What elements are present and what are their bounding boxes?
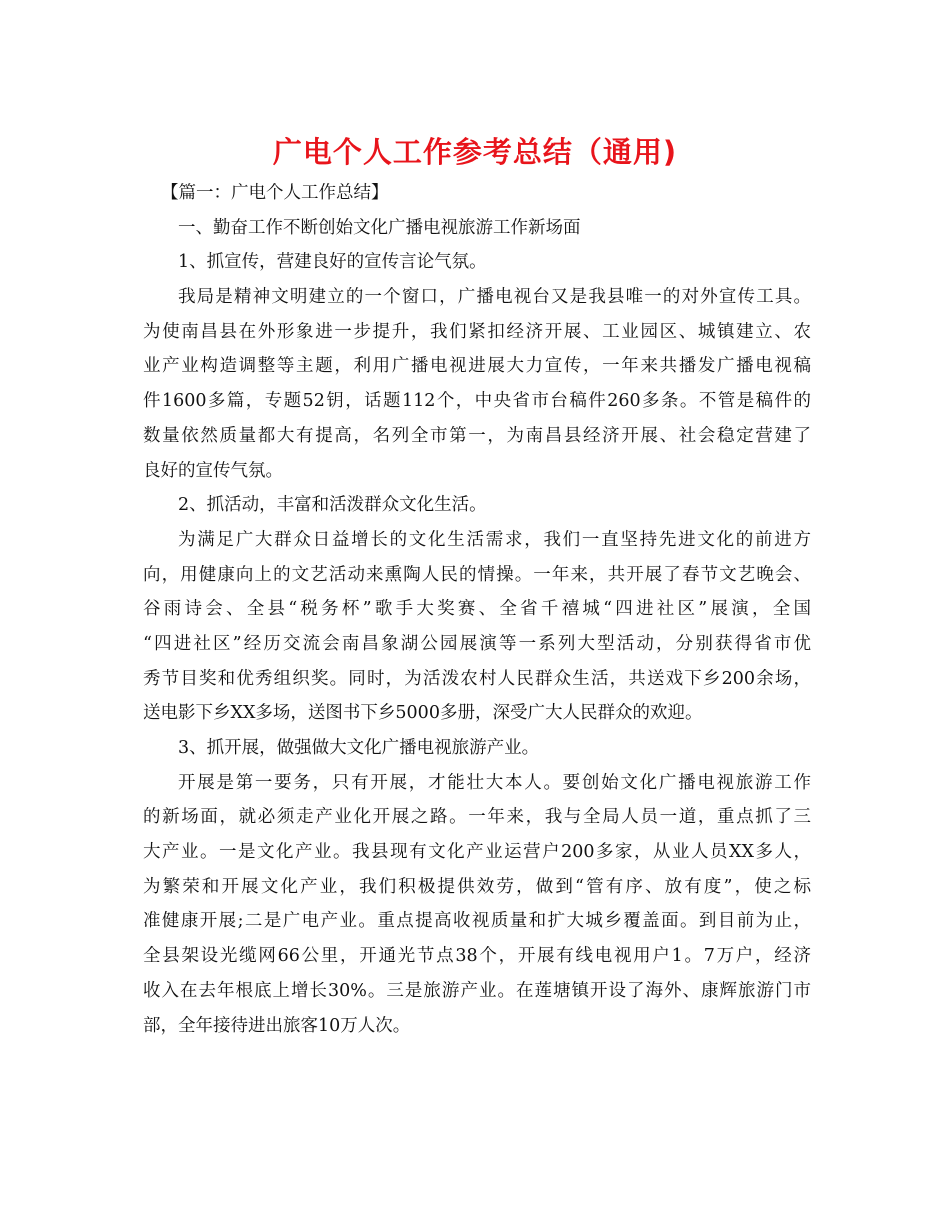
text-line: 为繁荣和开展文化产业，我们积极提供效劳，做到“管有序、放有度”，使之标 — [143, 876, 811, 897]
text-line: 大产业。一是文化产业。我县现有文化产业运营户200多家，从业人员XX多人， — [143, 842, 811, 863]
text-line: “四进社区”经历交流会南昌象湖公园展演等一系列大型活动，分别获得省市优 — [143, 633, 811, 654]
text-line: 向，用健康向上的文艺活动来熏陶人民的情操。一年来，共开展了春节文艺晚会、 — [143, 564, 811, 585]
text-line: 的新场面，就必须走产业化开展之路。一年来，我与全局人员一道，重点抓了三 — [143, 807, 811, 828]
section-heading: 【篇一：广电个人工作总结】 — [161, 183, 389, 203]
text-line: 秀节目奖和优秀组织奖。同时，为活泼农村人民群众生活，共送戏下乡200余场， — [143, 668, 811, 689]
text-line: 件1600多篇，专题52钥，话题112个，中央省市台稿件260多条。不管是稿件的 — [143, 391, 811, 412]
text-line: 为使南昌县在外形象进一步提升，我们紧扣经济开展、工业园区、城镇建立、农 — [143, 321, 811, 342]
text-line: 为满足广大群众日益增长的文化生活需求，我们一直坚持先进文化的前进方 — [178, 529, 811, 550]
text-line: 数量依然质量都大有提高，名列全市第一，为南昌县经济开展、社会稳定营建了 — [143, 425, 811, 446]
text-line: 一、勤奋工作不断创始文化广播电视旅游工作新场面 — [178, 217, 581, 238]
text-line: 送电影下乡XX多场，送图书下乡5000多册，深受广大人民群众的欢迎。 — [143, 703, 703, 724]
text-line: 1、抓宣传，营建良好的宣传言论气氛。 — [178, 252, 487, 273]
text-line: 部，全年接待进出旅客10万人次。 — [143, 1015, 411, 1036]
text-line: 业产业构造调整等主题，利用广播电视进展大力宣传，一年来共播发广播电视稿 — [143, 356, 811, 377]
text-line: 2、抓活动，丰富和活泼群众文化生活。 — [178, 495, 487, 516]
text-line: 全县架设光缆网66公里，开通光节点38个，开展有线电视用户1。7万户，经济 — [143, 946, 811, 967]
text-line: 3、抓开展，做强做大文化广播电视旅游产业。 — [178, 738, 540, 758]
document-body — [143, 176, 811, 1043]
text-line: 准健康开展;二是广电产业。重点提高收视质量和扩大城乡覆盖面。到目前为止， — [143, 911, 811, 932]
text-line: 良好的宣传气氛。 — [143, 460, 283, 481]
text-line: 我局是精神文明建立的一个窗口，广播电视台又是我县唯一的对外宣传工具。 — [178, 287, 811, 308]
text-line: 收入在去年根底上增长30%。三是旅游产业。在莲塘镇开设了海外、康辉旅游门市 — [143, 980, 811, 1001]
text-line: 开展是第一要务，只有开展，才能壮大本人。要创始文化广播电视旅游工作 — [178, 772, 811, 793]
document-title: 广电个人工作参考总结（通用) — [272, 135, 678, 169]
text-line: 谷雨诗会、全县“税务杯”歌手大奖赛、全省千禧城“四进社区”展演，全国 — [143, 599, 811, 620]
